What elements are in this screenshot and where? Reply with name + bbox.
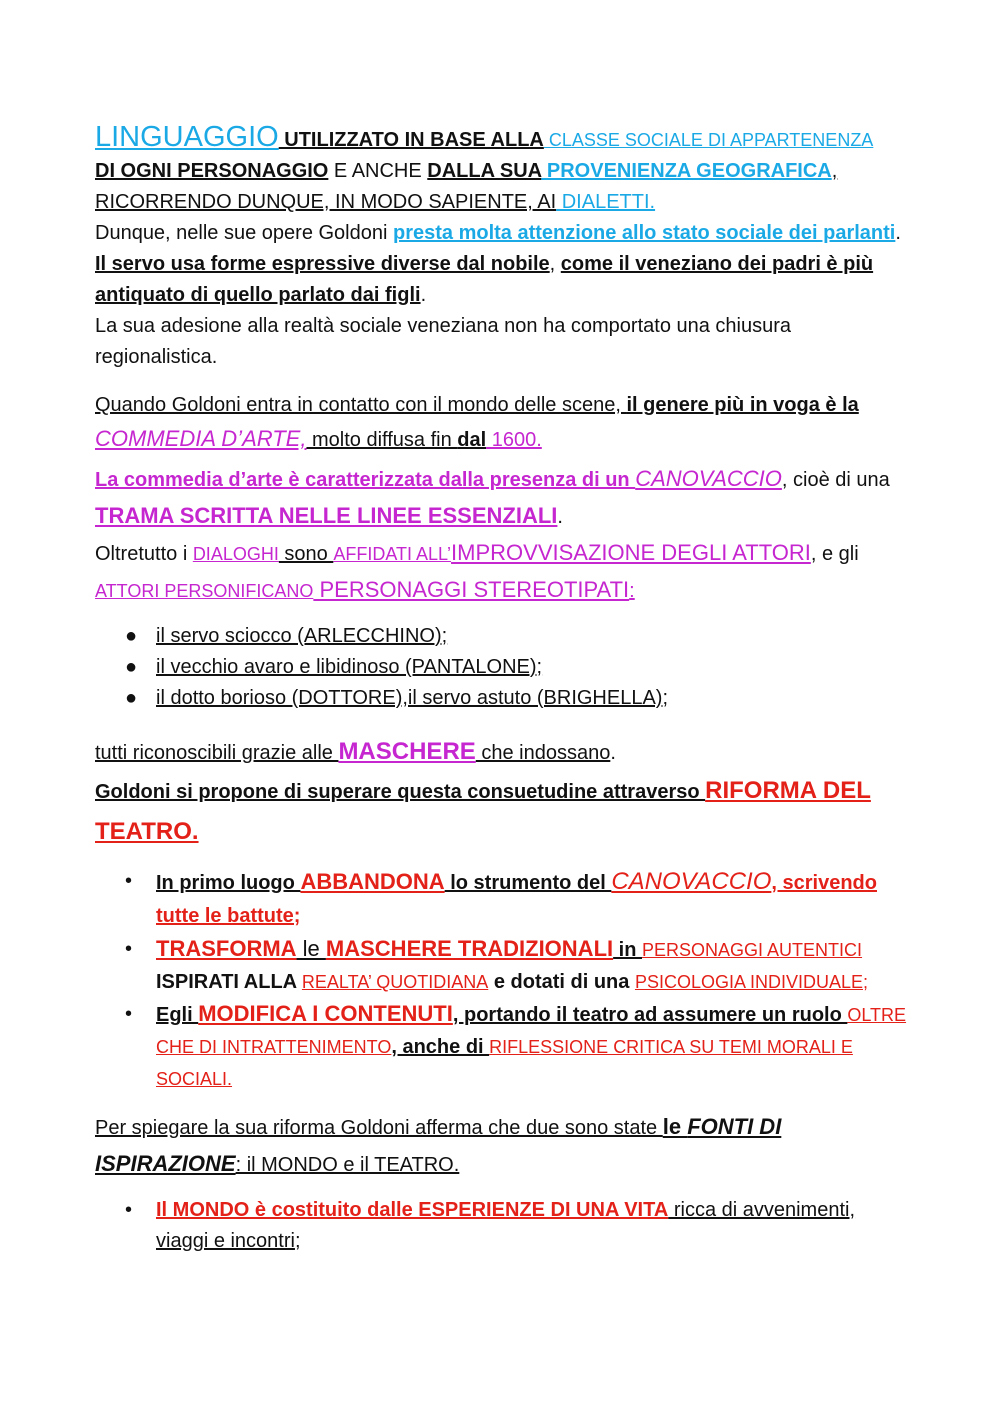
document-body bbox=[95, 122, 910, 1257]
list-item: • In primo luogo ABBANDONA lo strumento del CANOVACCIO, scrivendo tutte le battute; bbox=[125, 868, 877, 927]
paragraph-fonti: Per spiegare la sua riforma Goldoni afferma che due sono state le FONTI DI ISPIRAZIONE: il MONDO e il TEATRO. bbox=[95, 1114, 782, 1176]
list-item: ● il servo sciocco (ARLECCHINO); bbox=[125, 625, 448, 647]
list-item: • Il MONDO è costituito dalle ESPERIENZE DI UNA VITA ricca di avvenimenti, viaggi e incontri; bbox=[125, 1199, 856, 1252]
list-item: • TRASFORMA le MASCHERE TRADIZIONALI in PERSONAGGI AUTENTICI ISPIRATI ALLA REALTA’ QUOTIDIANA e dotati di una PSICOLOGIA INDIVIDUALE; bbox=[125, 936, 869, 993]
list-maschere bbox=[95, 621, 910, 714]
paragraph-linguaggio: LINGUAGGIO UTILIZZATO IN BASE ALLA CLASSE SOCIALE DI APPARTENENZA DI OGNI PERSONAGGIO E ANCHE DALLA SUA PROVENIENZA GEOGRAFICA, RICORRENDO DUNQUE, IN MODO SAPIENTE, AI DIALETTI. bbox=[95, 121, 874, 213]
list-riforma bbox=[95, 865, 910, 1095]
paragraph-adesione: La sua adesione alla realtà sociale veneziana non ha comportato una chiusura regionalistica. bbox=[95, 315, 792, 368]
paragraph-riforma: Goldoni si propone di superare questa consuetudine attraverso RIFORMA DEL TEATRO. bbox=[95, 777, 871, 845]
paragraph-maschere: tutti riconoscibili grazie alle MASCHERE che indossano. bbox=[95, 738, 616, 765]
paragraph-dialoghi: Oltretutto i DIALOGHI sono AFFIDATI ALL’IMPROVVISAZIONE DEGLI ATTORI, e gli ATTORI PERSONIFICANO PERSONAGGI STEREOTIPATI: bbox=[95, 540, 859, 602]
list-item: ● il dotto borioso (DOTTORE),il servo astuto (BRIGHELLA); bbox=[125, 687, 669, 709]
list-item: ● il vecchio avaro e libidinoso (PANTALONE); bbox=[125, 656, 543, 678]
list-item: • Egli MODIFICA I CONTENUTI, portando il teatro ad assumere un ruolo OLTRE CHE DI INTRATTENIMENTO, anche di RIFLESSIONE CRITICA SU TEMI MORALI E SOCIALI. bbox=[125, 1001, 907, 1089]
paragraph-opere: Dunque, nelle sue opere Goldoni presta molta attenzione allo stato sociale dei parlanti. Il servo usa forme espressive diverse dal nobile, come il veneziano dei padri è più antiquato di quello parlato dai figli. bbox=[95, 222, 901, 306]
paragraph-canovaccio: La commedia d’arte è caratterizzata dalla presenza di un CANOVACCIO, cioè di una TRAMA SCRITTA NELLE LINEE ESSENZIALI. bbox=[95, 466, 890, 528]
paragraph-commedia-arte: Quando Goldoni entra in contatto con il mondo delle scene, il genere più in voga è la COMMEDIA D’ARTE, molto diffusa fin dal 1600. bbox=[95, 394, 859, 451]
heading-linguaggio: LINGUAGGIO bbox=[95, 121, 279, 153]
list-fonti bbox=[95, 1195, 910, 1257]
